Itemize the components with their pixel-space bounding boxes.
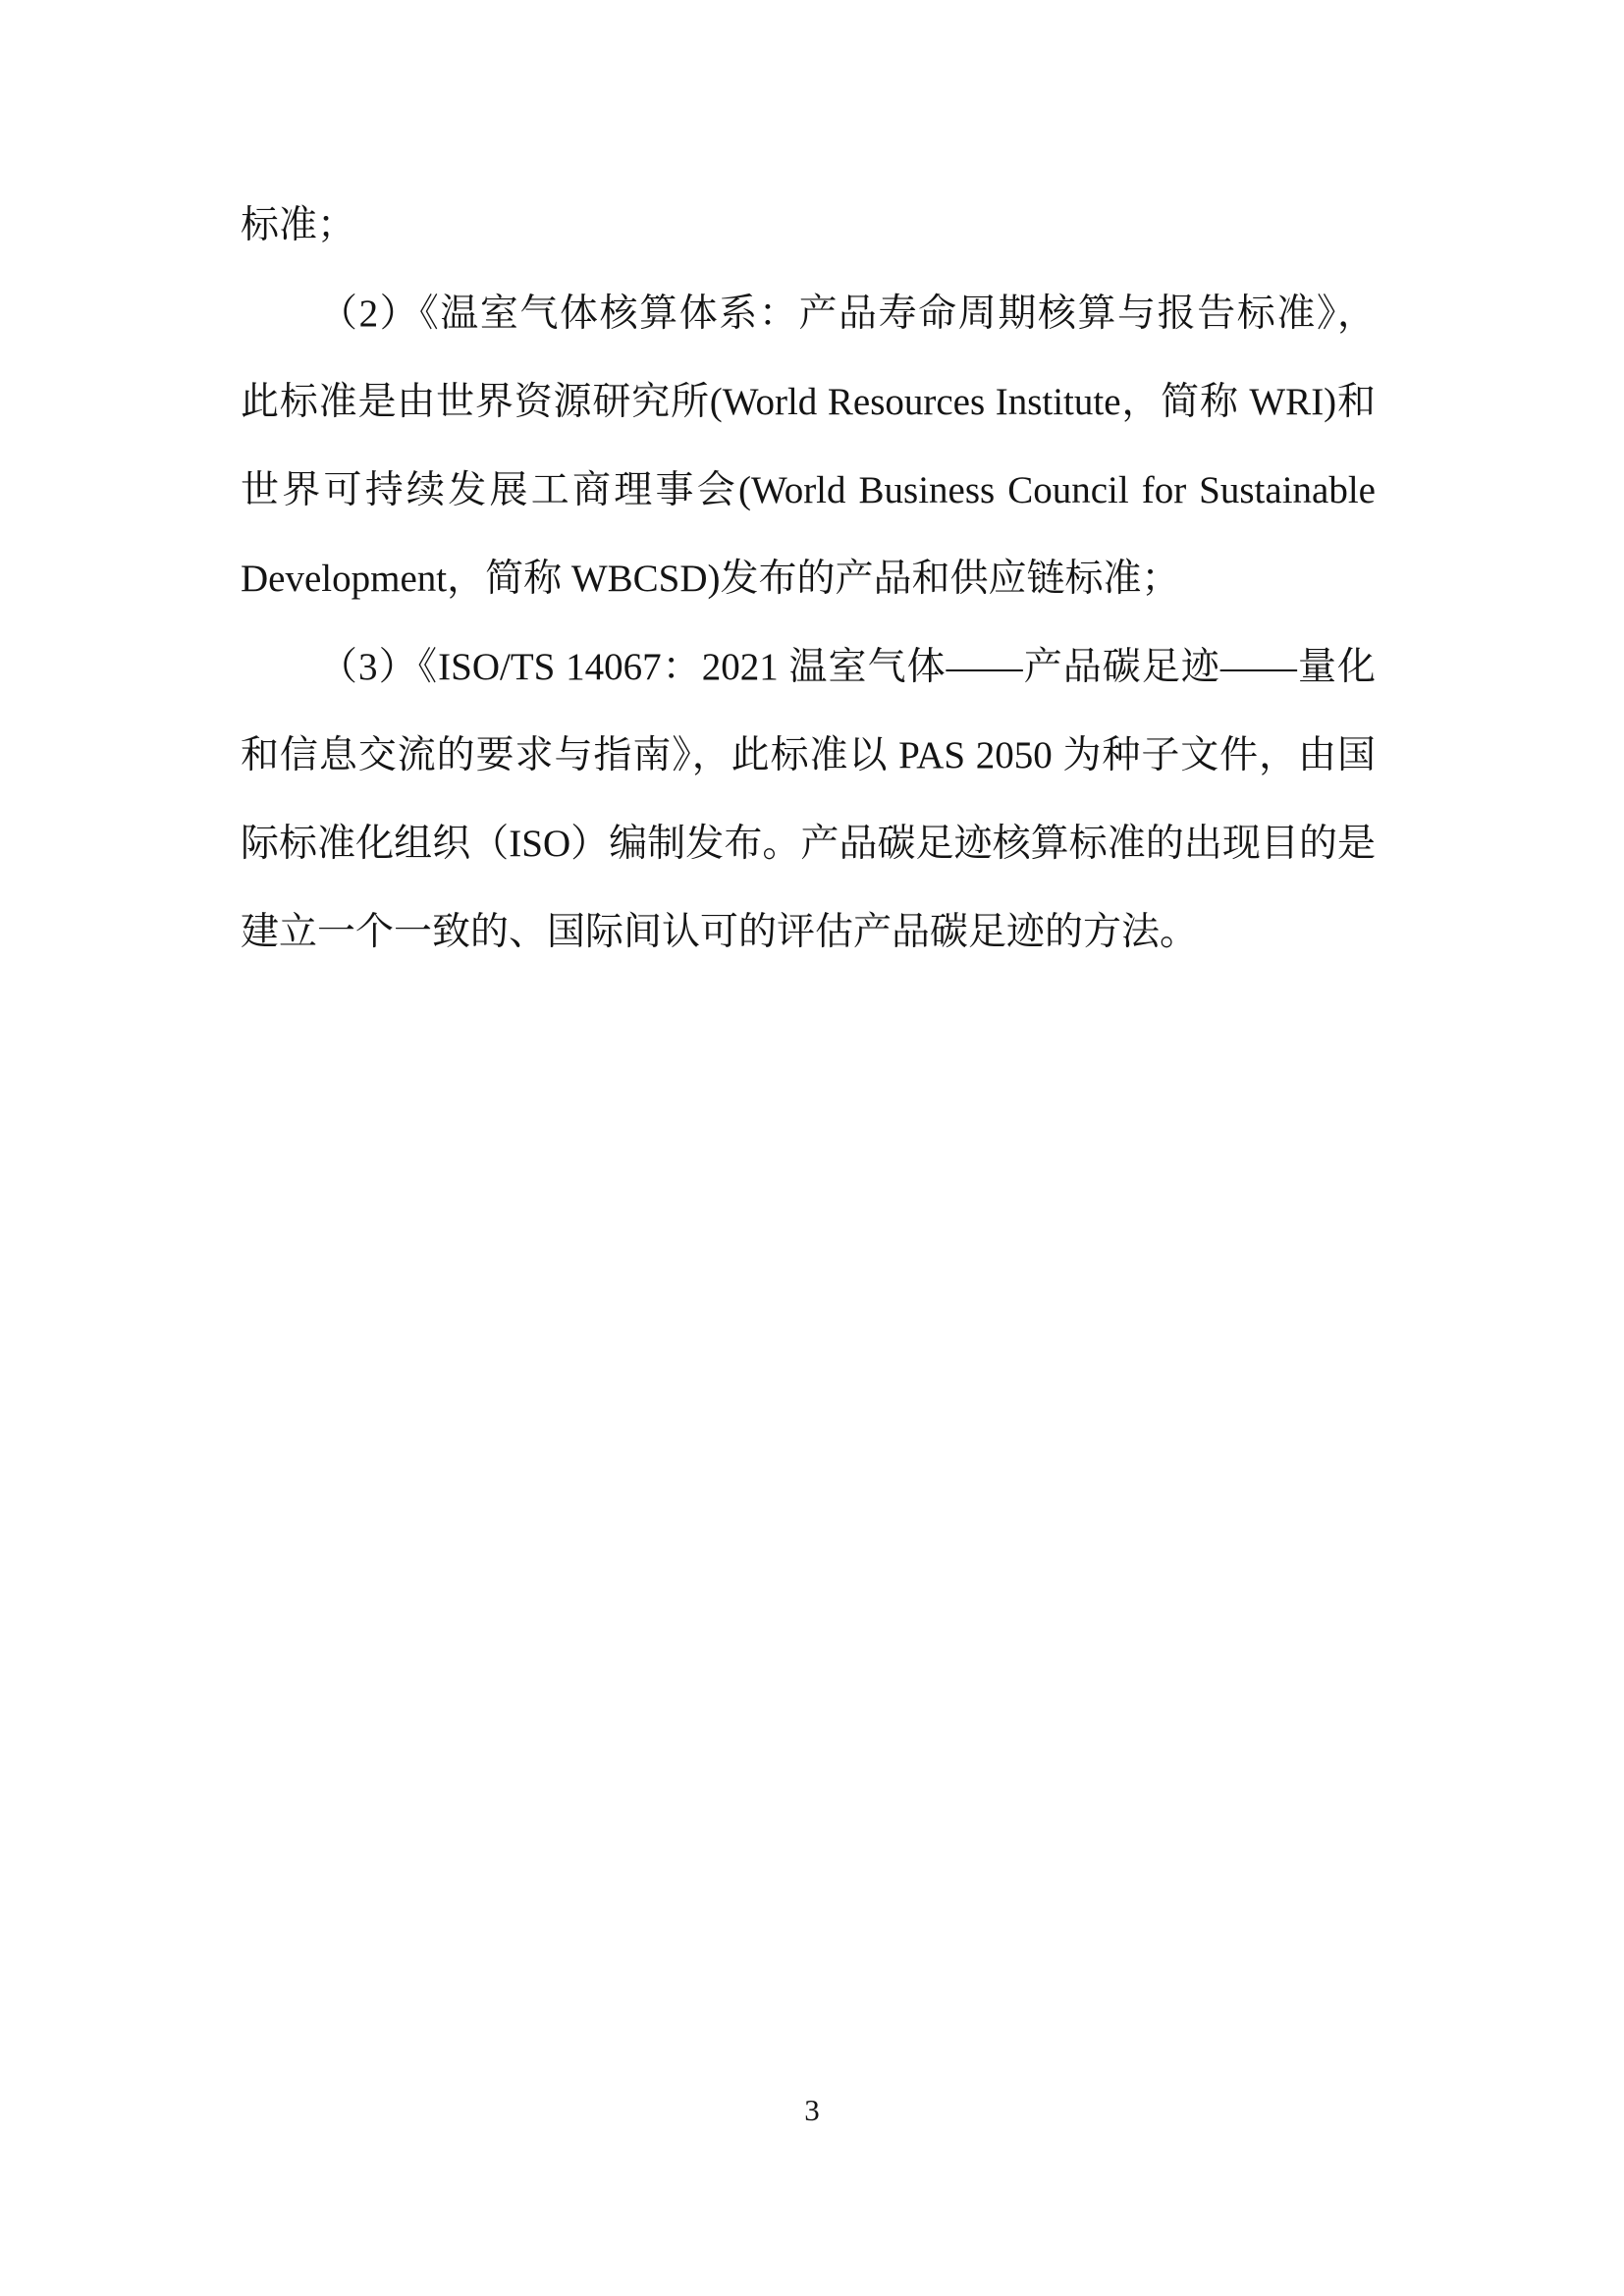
text-line: 和信息交流的要求与指南》，此标准以 PAS 2050 为种子文件，由国 xyxy=(241,734,1376,776)
text-line: Development，简称 WBCSD)发布的产品和供应链标准； xyxy=(241,558,1180,600)
text-line: （3）《ISO/TS 14067：2021 温室气体——产品碳足迹——量化 xyxy=(319,646,1376,688)
text-line: 建立一个一致的、国际间认可的评估产品碳足迹的方法。 xyxy=(241,911,1199,953)
text-line: 世界可持续发展工商理事会(World Business Council for Sustainable xyxy=(241,469,1376,511)
document-body xyxy=(241,182,1376,977)
page-number: 3 xyxy=(804,2093,820,2127)
text-line: 际标准化组织（ISO）编制发布。产品碳足迹核算标准的出现目的是 xyxy=(241,823,1376,865)
text-line: 此标准是由世界资源研究所(World Resources Institute，简称 WRI)和 xyxy=(241,381,1376,423)
text-line: 标准； xyxy=(241,204,356,246)
text-line: （2）《温室气体核算体系：产品寿命周期核算与报告标准》， xyxy=(319,293,1376,335)
text-lines xyxy=(241,182,1376,977)
